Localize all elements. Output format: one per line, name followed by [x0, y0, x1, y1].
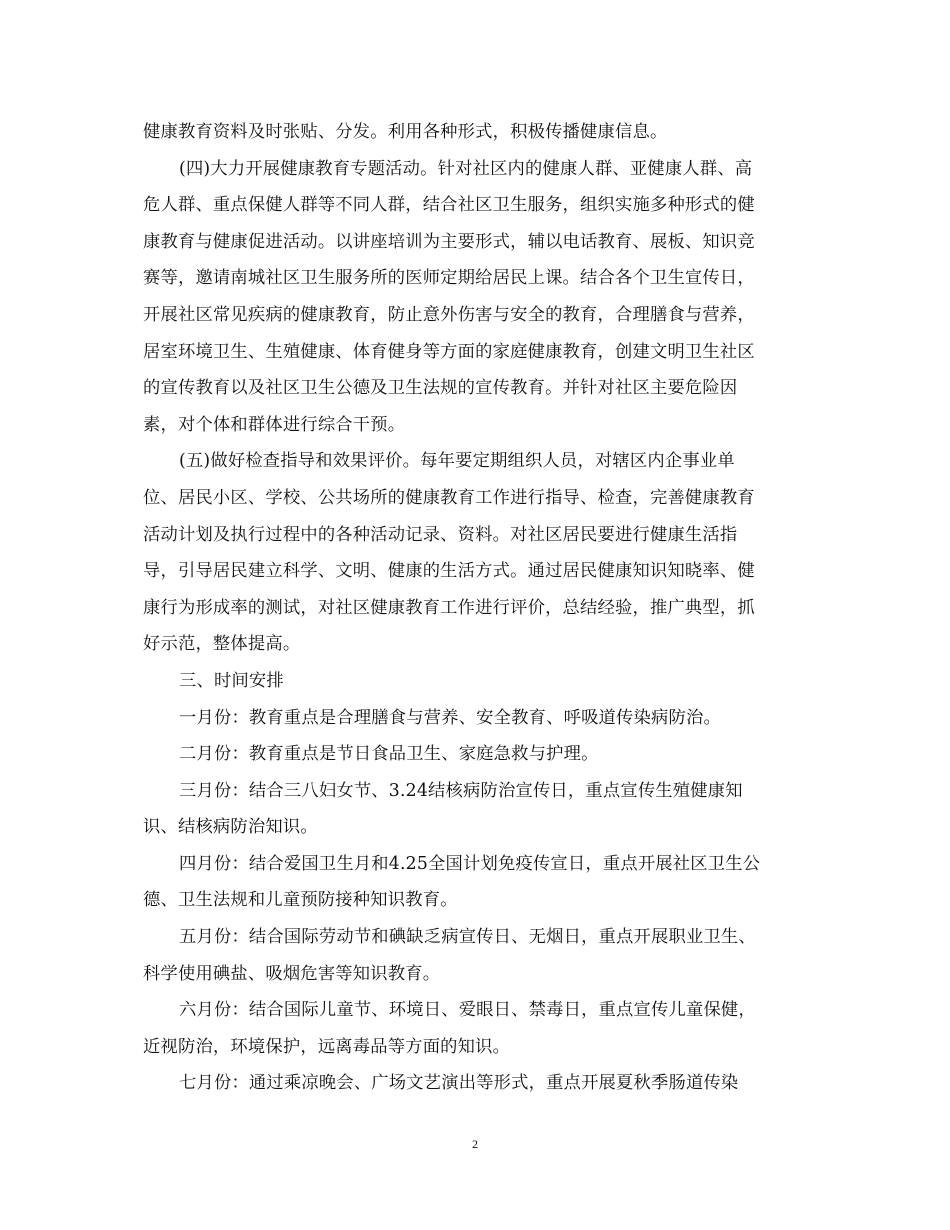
- text-line: (四)大力开展健康教育专题活动。针对社区内的健康人群、亚健康人群、高: [179, 158, 753, 179]
- text-line: 科学使用碘盐、吸烟危害等知识教育。: [143, 963, 441, 984]
- text-line: 开展社区常见疾病的健康教育，防止意外伤害与安全的教育，合理膳食与营养，: [143, 304, 755, 325]
- text-line: 居室环境卫生、生殖健康、体育健身等方面的家庭健康教育，创建文明卫生社区: [143, 341, 755, 362]
- text-line: 二月份：教育重点是节日食品卫生、家庭急救与护理。: [179, 744, 599, 765]
- text-line: 活动计划及执行过程中的各种活动记录、资料。对社区居民要进行健康生活指: [143, 524, 738, 545]
- text-line: 康教育与健康促进活动。以讲座培训为主要形式，辅以电话教育、展板、知识竞: [143, 231, 755, 252]
- text-line: 健康教育资料及时张贴、分发。利用各种形式，积极传播健康信息。: [143, 122, 668, 142]
- text-line: 赛等，邀请南城社区卫生服务所的医师定期给居民上课。结合各个卫生宣传日，: [143, 268, 755, 289]
- text-line: 康行为形成率的测试，对社区健康教育工作进行评价，总结经验，推广典型，抓: [143, 597, 755, 618]
- text-line: 一月份：教育重点是合理膳食与营养、安全教育、呼吸道传染病防治。: [179, 707, 721, 728]
- text-line: (五)做好检查指导和效果评价。每年要定期组织人员，对辖区内企事业单: [179, 451, 735, 472]
- text-line: 好示范，整体提高。: [143, 634, 301, 655]
- text-line: 六月份：结合国际儿童节、环境日、爱眼日、禁毒日，重点宣传儿童保健，: [179, 1000, 756, 1021]
- text-line: 导，引导居民建立科学、文明、健康的生活方式。通过居民健康知识知晓率、健: [143, 561, 755, 582]
- text-line: 三月份：结合三八妇女节、3.24结核病防治宣传日，重点宣传生殖健康知: [179, 780, 743, 801]
- text-line: 四月份：结合爱国卫生月和4.25全国计划免疫传宣日，重点开展社区卫生公: [179, 853, 761, 874]
- text-line: 近视防治，环境保护，远离毒品等方面的知识。: [143, 1036, 511, 1057]
- text-line: 位、居民小区、学校、公共场所的健康教育工作进行指导、检查，完善健康教育: [143, 487, 755, 508]
- text-line: 素，对个体和群体进行综合干预。: [143, 414, 406, 435]
- text-line: 的宣传教育以及社区卫生公德及卫生法规的宣传教育。并针对社区主要危险因: [143, 378, 738, 399]
- text-line: 七月份：通过乘凉晚会、广场文艺演出等形式，重点开展夏秋季肠道传染: [179, 1073, 739, 1094]
- text-line: 危人群、重点保健人群等不同人群，结合社区卫生服务，组织实施多种形式的健: [143, 195, 755, 216]
- text-line: 五月份：结合国际劳动节和碘缺乏病宣传日、无烟日，重点开展职业卫生、: [179, 927, 756, 948]
- page-number: 2: [472, 1137, 478, 1151]
- text-line: 三、时间安排: [179, 670, 284, 691]
- text-line: 识、结核病防治知识。: [143, 817, 318, 838]
- document-body: [143, 114, 808, 1102]
- text-line: 德、卫生法规和儿童预防接种知识教育。: [143, 890, 458, 911]
